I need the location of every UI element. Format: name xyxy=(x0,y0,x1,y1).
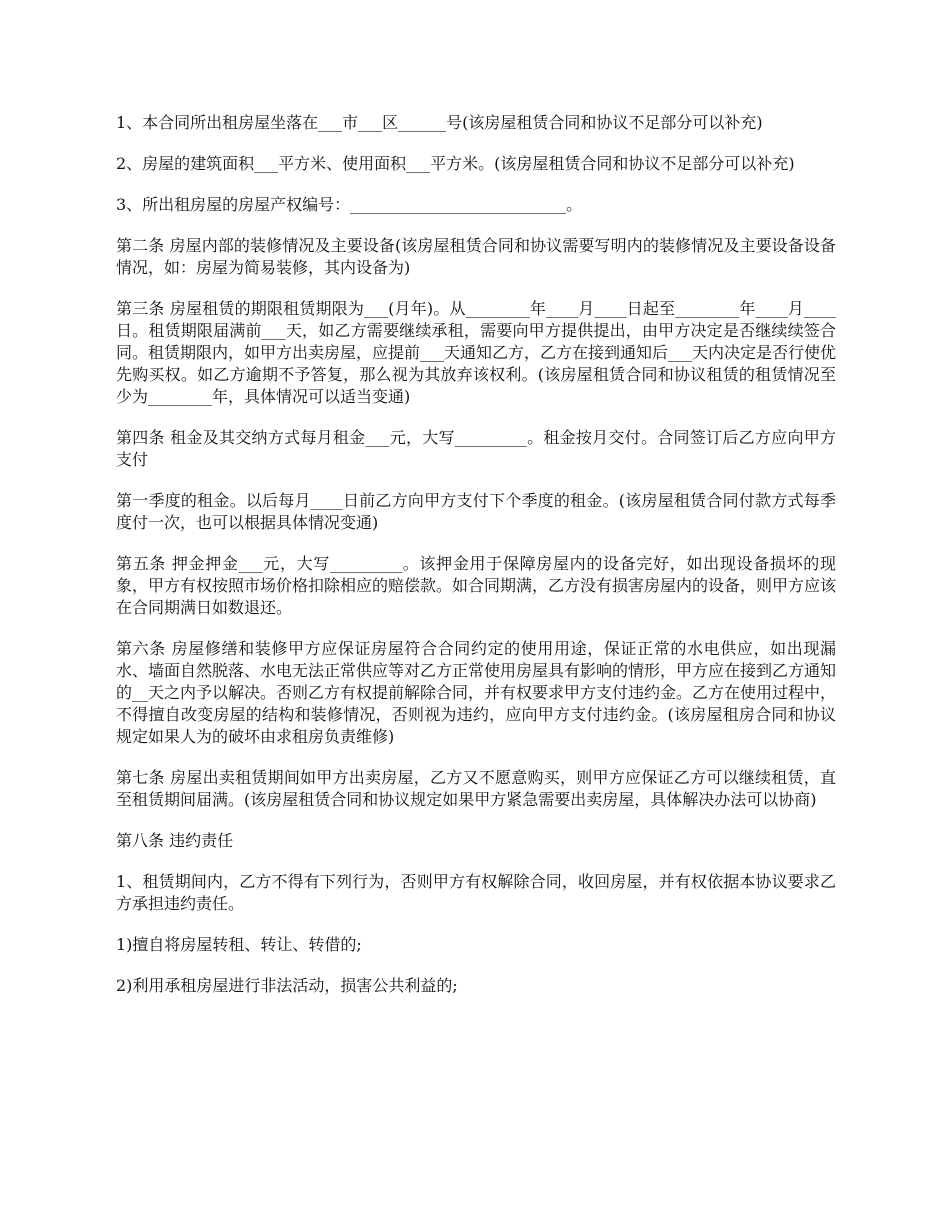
paragraph-article-6: 第六条 房屋修缮和装修甲方应保证房屋符合合同约定的使用用途，保证正常的水电供应，如出现漏水、墙面自然脱落、水电无法正常供应等对乙方正常使用房屋具有影响的情形，甲方应在接到乙方通知的__天之内予以解决。否则乙方有权提前解除合同，并有权要求甲方支付违约金。乙方在使用过程中，不得擅自改变房屋的结构和装修情况，否则视为违约，应向甲方支付违约金。(该房屋租房合同和协议规定如果人为的破坏由求租房负责维修) xyxy=(116,639,837,746)
paragraph-breach-item-2: 2)利用承租房屋进行非法活动，损害公共利益的; xyxy=(116,976,458,995)
paragraph-article-4: 第四条 租金及其交纳方式每月租金___元，大写_________。租金按月交付。合同签订后乙方应向甲方支付 xyxy=(116,428,836,469)
paragraph-location: 1、本合同所出租房屋坐落在___市___区______号(该房屋租赁合同和协议不足部分可以补充) xyxy=(116,113,763,132)
paragraph-property-number: 3、所出租房屋的房屋产权编号：___________________________。 xyxy=(116,195,583,214)
paragraph-first-quarter-rent: 第一季度的租金。以后每月____日前乙方向甲方支付下个季度的租金。(该房屋租赁合同付款方式每季度付一次，也可以根据具体情况变通) xyxy=(116,491,836,532)
paragraph-article-3: 第三条 房屋租赁的期限租赁期限为___(月年)。从________年____月____日起至________年____月____日。租赁期限届满前___天，如乙方需要继续承租，需要向甲方提供提出，由甲方决定是否继续续签合同。租赁期限内，如甲方出卖房屋，应提前___天通知乙方，乙方在接到通知后___天内决定是否行使优先购买权。如乙方逾期不予答复，那么视为其放弃该权利。(该房屋租赁合同和协议租赁的租赁情况至少为________年，具体情况可以适当变通) xyxy=(116,299,837,406)
document-body xyxy=(116,112,836,1016)
paragraph-article-2: 第二条 房屋内部的装修情况及主要设备(该房屋租赁合同和协议需要写明内的装修情况及主要设备设备情况，如：房屋为简易装修，其内设备为) xyxy=(116,236,836,277)
paragraph-area: 2、房屋的建筑面积___平方米、使用面积___平方米。(该房屋租赁合同和协议不足部分可以补充) xyxy=(116,154,795,173)
paragraph-article-7: 第七条 房屋出卖租赁期间如甲方出卖房屋，乙方又不愿意购买，则甲方应保证乙方可以继续租赁，直至租赁期间届满。(该房屋租赁合同和协议规定如果甲方紧急需要出卖房屋，具体解决办法可以协商) xyxy=(116,768,836,809)
paragraph-breach-1: 1、租赁期间内，乙方不得有下列行为，否则甲方有权解除合同，收回房屋，并有权依据本协议要求乙方承担违约责任。 xyxy=(116,872,836,913)
paragraph-article-5: 第五条 押金押金___元，大写_________。该押金用于保障房屋内的设备完好，如出现设备损坏的现象，甲方有权按照市场价格扣除相应的赔偿款。如合同期满，乙方没有损害房屋内的设备，则甲方应该在合同期满日如数退还。 xyxy=(116,554,837,617)
paragraph-article-8-heading: 第八条 违约责任 xyxy=(116,831,234,850)
paragraph-breach-item-1: 1)擅自将房屋转租、转让、转借的; xyxy=(116,935,362,954)
